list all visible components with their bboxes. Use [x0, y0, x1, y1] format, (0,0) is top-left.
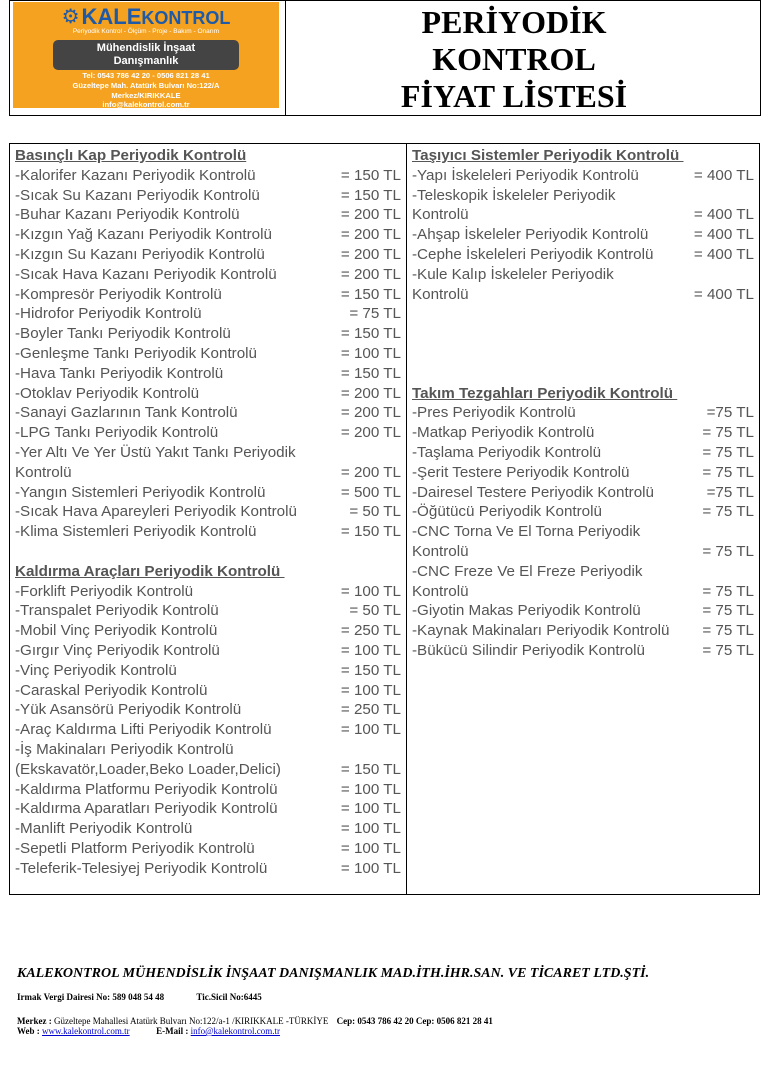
price-list: [15, 166, 401, 542]
item-name: -Yer Altı Ve Yer Üstü Yakıt Tankı Periyodik: [15, 443, 296, 461]
price-row: [15, 601, 401, 621]
price-row: [412, 502, 754, 522]
item-price: = 200 TL: [340, 265, 401, 283]
item-price: = 75 TL: [702, 503, 754, 521]
price-row: [15, 304, 401, 324]
item-name: -Teleferik-Telesiyej Periyodik Kontrolü: [15, 859, 268, 877]
item-price: = 250 TL: [340, 622, 401, 640]
logo-box: [53, 40, 239, 70]
price-row: [412, 423, 754, 443]
item-name: -Kızgın Su Kazanı Periyodik Kontrolü: [15, 245, 265, 263]
item-price: = 200 TL: [340, 245, 401, 263]
item-name: -Sanayi Gazlarının Tank Kontrolü: [15, 404, 238, 422]
item-name: -Forklift Periyodik Kontrolü: [15, 582, 194, 600]
item-name: -Sıcak Su Kazanı Periyodik Kontrolü: [15, 186, 260, 204]
item-price: = 100 TL: [340, 780, 401, 798]
price-row: [15, 324, 401, 344]
item-price: = 150 TL: [340, 523, 401, 541]
item-name: -Kızgın Yağ Kazanı Periyodik Kontrolü: [15, 226, 272, 244]
item-name: -Kaldırma Platformu Periyodik Kontrolü: [15, 780, 278, 798]
item-name: -Cephe İskeleleri Periyodik Kontrolü: [412, 245, 654, 263]
price-row: [15, 344, 401, 364]
item-name: -Caraskal Periyodik Kontrolü: [15, 681, 208, 699]
item-name: -Kompresör Periyodik Kontrolü: [15, 285, 222, 303]
item-price: = 400 TL: [693, 206, 754, 224]
item-price: = 150 TL: [340, 364, 401, 382]
price-row: [15, 839, 401, 859]
item-name: -Giyotin Makas Periyodik Kontrolü: [412, 602, 641, 620]
price-row: [412, 542, 754, 562]
item-price: = 100 TL: [340, 681, 401, 699]
item-price: = 200 TL: [340, 463, 401, 481]
price-row: [15, 443, 401, 463]
item-name: -Yangın Sistemleri Periyodik Kontrolü: [15, 483, 266, 501]
price-row: [15, 621, 401, 641]
price-row: [412, 225, 754, 245]
logo-tagline: Periyodik Kontrol - Ölçüm - Proje - Bakım - Onarım: [72, 28, 220, 35]
item-price: = 75 TL: [702, 622, 754, 640]
footer: [17, 966, 757, 1036]
price-row: [15, 502, 401, 522]
item-price: =75 TL: [706, 404, 754, 422]
item-name: -Buhar Kazanı Periyodik Kontrolü: [15, 206, 240, 224]
logo-address: Güzeltepe Mah. Atatürk Bulvarı No:122/A: [72, 80, 220, 90]
footer-address-line: [17, 1016, 757, 1026]
footer-company: KALEKONTROL MÜHENDİSLİK İNŞAAT DANIŞMANLIK MAD.İTH.İHR.SAN. VE TİCARET LTD.ŞTİ.: [17, 966, 650, 981]
right-column: [412, 146, 754, 661]
item-price: = 100 TL: [340, 839, 401, 857]
item-price: = 75 TL: [702, 542, 754, 560]
item-name: Kontrolü: [412, 582, 469, 600]
logo-info: [13, 71, 279, 110]
price-row: [15, 205, 401, 225]
price-row: [15, 859, 401, 879]
item-price: = 200 TL: [340, 206, 401, 224]
item-name: -Kalorifer Kazanı Periyodik Kontrolü: [15, 166, 256, 184]
item-name: -Bükücü Silindir Periyodik Kontrolü: [412, 641, 645, 659]
item-price: = 400 TL: [693, 285, 754, 303]
item-name: -Şerit Testere Periyodik Kontrolü: [412, 463, 630, 481]
price-row: [15, 483, 401, 503]
item-name: Kontrolü: [15, 463, 72, 481]
item-name: -Manlift Periyodik Kontrolü: [15, 820, 193, 838]
item-name: Kontrolü: [412, 206, 469, 224]
item-price: = 200 TL: [340, 226, 401, 244]
item-name: -Transpalet Periyodik Kontrolü: [15, 602, 219, 620]
footer-merkez-label: Merkez :: [17, 1016, 52, 1026]
price-row: [412, 601, 754, 621]
section-title: Taşıyıcı Sistemler Periyodik Kontrolü: [412, 147, 684, 164]
item-price: = 75 TL: [702, 602, 754, 620]
item-price: = 100 TL: [340, 641, 401, 659]
price-row: [412, 403, 754, 423]
item-price: = 200 TL: [340, 384, 401, 402]
price-row: [15, 463, 401, 483]
price-row: [15, 819, 401, 839]
item-price: = 150 TL: [340, 285, 401, 303]
item-name: -Yapı İskeleleri Periyodik Kontrolü: [412, 166, 639, 184]
item-price: = 75 TL: [349, 305, 401, 323]
price-row: [15, 760, 401, 780]
price-row: [412, 522, 754, 542]
item-price: = 200 TL: [340, 404, 401, 422]
logo-box-line2: Danışmanlık: [113, 55, 179, 67]
item-name: (Ekskavatör,Loader,Beko Loader,Delici): [15, 760, 281, 778]
item-name: -Sıcak Hava Apareyleri Periyodik Kontrolü: [15, 503, 297, 521]
item-name: -Boyler Tankı Periyodik Kontrolü: [15, 325, 231, 343]
item-price: = 100 TL: [340, 859, 401, 877]
price-row: [15, 522, 401, 542]
item-price: = 100 TL: [340, 344, 401, 362]
footer-phones: Cep: 0543 786 42 20 Cep: 0506 821 28 41: [336, 1016, 493, 1026]
item-name: -Otoklav Periyodik Kontrolü: [15, 384, 200, 402]
item-name: -Hava Tankı Periyodik Kontrolü: [15, 364, 224, 382]
item-price: = 500 TL: [340, 483, 401, 501]
price-row: [412, 205, 754, 225]
price-row: [412, 621, 754, 641]
price-row: [15, 661, 401, 681]
price-row: [412, 443, 754, 463]
price-row: [15, 799, 401, 819]
item-price: = 150 TL: [340, 325, 401, 343]
item-name: -Matkap Periyodik Kontrolü: [412, 424, 595, 442]
item-price: = 75 TL: [702, 443, 754, 461]
page-title: [276, 4, 752, 115]
website-link[interactable]: www.kalekontrol.com.tr: [42, 1026, 130, 1036]
footer-address: Güzeltepe Mahallesi Atatürk Bulvarı No:122/a-1 /KIRIKKALE -TÜRKİYE: [53, 1016, 329, 1026]
item-name: -Sıcak Hava Kazanı Periyodik Kontrolü: [15, 265, 277, 283]
price-row: [15, 245, 401, 265]
footer-registration: [17, 992, 757, 1002]
item-price: = 250 TL: [340, 701, 401, 719]
footer-email-label: E-Mail :: [156, 1026, 189, 1036]
logo-email: info@kalekontrol.com.tr: [102, 100, 190, 110]
price-table: [9, 143, 760, 895]
price-row: [412, 641, 754, 661]
item-name: -Pres Periyodik Kontrolü: [412, 404, 576, 422]
price-row: [15, 285, 401, 305]
title-line2: KONTROL: [432, 41, 596, 77]
price-row: [15, 403, 401, 423]
price-row: [15, 225, 401, 245]
item-name: Kontrolü: [412, 285, 469, 303]
price-row: [15, 780, 401, 800]
item-price: = 400 TL: [693, 245, 754, 263]
price-row: [15, 740, 401, 760]
price-list: [412, 403, 754, 660]
item-price: = 75 TL: [702, 463, 754, 481]
item-price: = 150 TL: [340, 186, 401, 204]
item-name: -Yük Asansörü Periyodik Kontrolü: [15, 701, 242, 719]
item-price: = 150 TL: [340, 760, 401, 778]
price-row: [412, 463, 754, 483]
logo-brand-b: KONTROL: [141, 8, 231, 28]
price-row: [412, 186, 754, 206]
item-price: = 400 TL: [693, 226, 754, 244]
price-row: [15, 641, 401, 661]
item-name: -Dairesel Testere Periyodik Kontrolü: [412, 483, 654, 501]
price-list: [15, 582, 401, 879]
logo-box-line1: Mühendislik İnşaat: [96, 42, 196, 54]
left-column: [15, 146, 401, 878]
item-name: -CNC Torna Ve El Torna Periyodik: [412, 523, 641, 541]
price-row: [15, 364, 401, 384]
price-row: [412, 582, 754, 602]
item-name: -LPG Tankı Periyodik Kontrolü: [15, 424, 219, 442]
section-title: Kaldırma Araçları Periyodik Kontrolü: [15, 562, 285, 580]
item-name: -CNC Freze Ve El Freze Periyodik: [412, 562, 643, 580]
logo-brand: [13, 4, 279, 28]
price-row: [15, 582, 401, 602]
price-row: [15, 186, 401, 206]
price-row: [412, 166, 754, 186]
price-row: [15, 720, 401, 740]
item-price: = 75 TL: [702, 582, 754, 600]
title-line1: PERİYODİK: [421, 4, 607, 40]
section-title: Basınçlı Kap Periyodik Kontrolü: [15, 147, 247, 164]
item-price: = 100 TL: [340, 721, 401, 739]
item-price: = 75 TL: [702, 641, 754, 659]
item-name: -Vinç Periyodik Kontrolü: [15, 661, 177, 679]
item-name: -Kaldırma Aparatları Periyodik Kontrolü: [15, 800, 278, 818]
gear-icon: ⚙: [61, 6, 80, 28]
item-name: -Genleşme Tankı Periyodik Kontrolü: [15, 344, 257, 362]
item-name: -Teleskopik İskeleler Periyodik: [412, 186, 616, 204]
item-name: -Taşlama Periyodik Kontrolü: [412, 443, 602, 461]
logo-city: Merkez/KIRIKKALE: [111, 90, 181, 100]
logo-brand-a: KALE: [81, 4, 142, 29]
email-link[interactable]: info@kalekontrol.com.tr: [190, 1026, 280, 1036]
price-list: [412, 166, 754, 305]
section-title: Takım Tezgahları Periyodik Kontrolü: [412, 384, 678, 402]
price-row: [15, 384, 401, 404]
price-row: [412, 483, 754, 503]
item-price: = 75 TL: [702, 424, 754, 442]
price-row: [412, 562, 754, 582]
item-name: -Kule Kalıp İskeleler Periyodik: [412, 265, 614, 283]
price-row: [15, 265, 401, 285]
item-price: = 150 TL: [340, 661, 401, 679]
company-logo: [13, 2, 279, 108]
item-price: = 50 TL: [349, 503, 401, 521]
item-price: = 100 TL: [340, 800, 401, 818]
footer-trade: Tic.Sicil No:6445: [196, 992, 262, 1002]
item-price: = 150 TL: [340, 166, 401, 184]
item-name: -Ahşap İskeleler Periyodik Kontrolü: [412, 226, 649, 244]
price-row: [15, 700, 401, 720]
price-row: [15, 681, 401, 701]
item-price: =75 TL: [706, 483, 754, 501]
column-divider: [406, 144, 407, 894]
price-row: [412, 285, 754, 305]
item-name: Kontrolü: [412, 542, 469, 560]
item-name: -Mobil Vinç Periyodik Kontrolü: [15, 622, 218, 640]
item-price: = 200 TL: [340, 424, 401, 442]
item-price: = 400 TL: [693, 166, 754, 184]
item-name: -Gırgır Vinç Periyodik Kontrolü: [15, 641, 220, 659]
item-name: -Klima Sistemleri Periyodik Kontrolü: [15, 523, 257, 541]
item-name: -İş Makinaları Periyodik Kontrolü: [15, 740, 234, 758]
title-line3: FİYAT LİSTESİ: [400, 78, 628, 114]
footer-web-label: Web :: [17, 1026, 40, 1036]
item-price: = 50 TL: [349, 602, 401, 620]
price-row: [15, 423, 401, 443]
item-name: -Sepetli Platform Periyodik Kontrolü: [15, 839, 255, 857]
price-row: [15, 166, 401, 186]
item-name: -Öğütücü Periyodik Kontrolü: [412, 503, 602, 521]
logo-phone: Tel: 0543 786 42 20 - 0506 821 28 41: [82, 71, 210, 80]
footer-tax: Irmak Vergi Dairesi No: 589 048 54 48: [17, 992, 165, 1002]
item-name: -Hidrofor Periyodik Kontrolü: [15, 305, 202, 323]
item-price: = 100 TL: [340, 820, 401, 838]
item-name: -Araç Kaldırma Lifti Periyodik Kontrolü: [15, 721, 272, 739]
item-price: = 100 TL: [340, 582, 401, 600]
item-name: -Kaynak Makinaları Periyodik Kontrolü: [412, 622, 670, 640]
price-row: [412, 245, 754, 265]
price-row: [412, 265, 754, 285]
footer-contact-line: [17, 1026, 757, 1036]
